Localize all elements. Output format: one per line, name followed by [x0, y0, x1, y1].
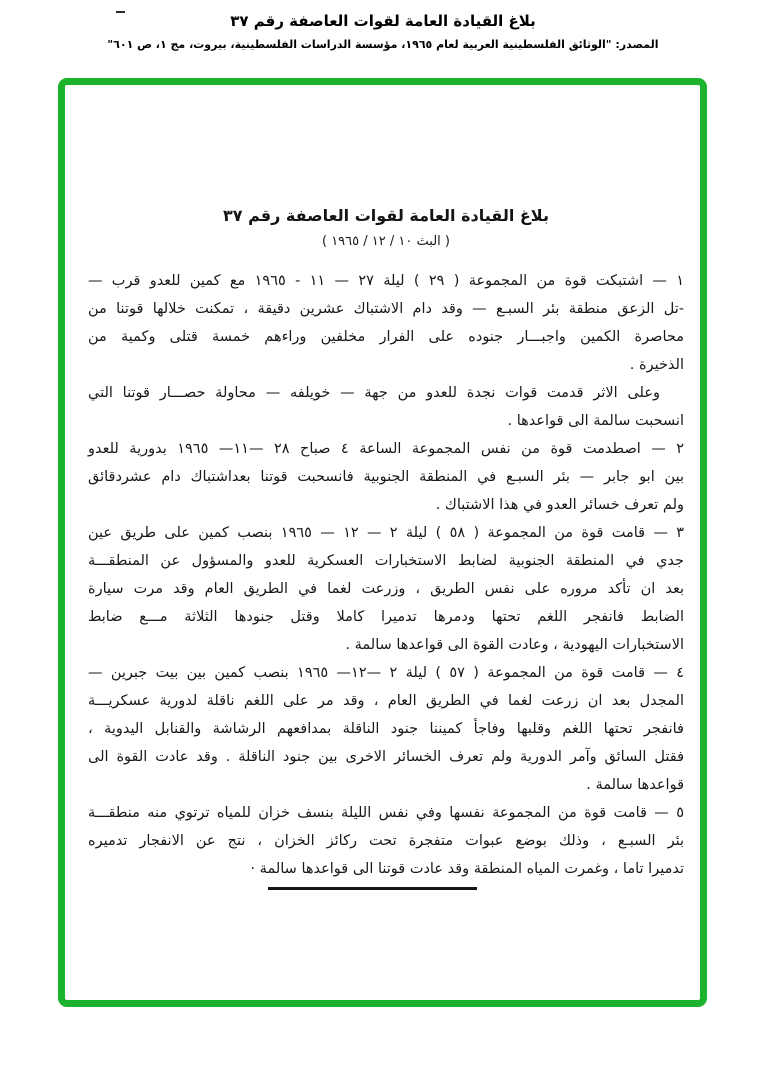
- document-body: [88, 267, 684, 883]
- document-line: ٥ — قامت قوة من المجموعة نفسها وفي نفس الليلة بنسف خزان للمياه ترتوي منه منطقـــة: [88, 805, 684, 821]
- document-line: فقتل السائق وآمر الدورية ولم تعرف الخسائر الاخرى بين جنود الناقلة . وقد عادت القوة الى: [88, 749, 684, 765]
- document-line: انسحبت سالمة الى قواعدها .: [507, 413, 684, 429]
- document-line: الذخيرة .: [629, 357, 684, 373]
- paragraph: [88, 379, 684, 435]
- paragraph: [88, 519, 684, 659]
- document-line: وعلى الاثر قدمت قوات نجدة للعدو من جهة — خويلفه — محاولة حصـــار قوتنا التي: [88, 385, 660, 401]
- paragraph: [88, 267, 684, 379]
- page-header-title: بلاغ القيادة العامة لقوات العاصفة رقم ٣٧: [230, 12, 536, 30]
- document-line: بئر السبـع ، وذلك بوضع عبوات متفجرة تحت ركائز الخزان ، نتج عن الانفجار تدميره: [88, 833, 684, 849]
- document-line: ٢ — اصطدمت قوة من نفس المجموعة الساعة ٤ صباح ٢٨ —١١— ١٩٦٥ بدورية للعدو: [88, 441, 685, 457]
- document-line: تدميرا تاما ، وغمرت المياه المنطقة وقد عادت قوتنا الى قواعدها سالمة ·: [250, 861, 684, 877]
- document-line: ١ — اشتبكت قوة من المجموعة ( ٢٩ ) ليلة ٢٧ — ١١ - ١٩٦٥ مع كمين للعدو قرب —: [88, 273, 685, 289]
- document-line: الضابط فانفجر اللغم تحتها ودمرها تدميرا كاملا وقتل جنودها الثلاثة مـــع ضابط: [88, 609, 684, 625]
- document-line: قواعدها سالمة .: [586, 777, 684, 793]
- page-header: [0, 12, 766, 51]
- document-line: ٤ — قامت قوة من المجموعة ( ٥٧ ) ليلة ٢ —١٢— ١٩٦٥ بنصب كمين بين بيت جبرين —: [88, 665, 685, 681]
- end-divider-rule: [268, 887, 477, 890]
- document-line: فانفجر تحتها اللغم وقلبها وفاجأ كميننا جنود الناقلة بمدافعهم الرشاشة والقنابل اليدوية ،: [88, 721, 684, 737]
- paragraph: [88, 799, 684, 883]
- document-line: محاصرة الكمين واجبـــار جنوده على الفرار مخلفين وراءهم خمسة قتلى وكمية من: [88, 329, 684, 345]
- document-line: -تل الزعق منطقة بئر السبـع — وقد دام الاشتباك عشرين دقيقة ، تمكنت خلالها قوتنا من: [88, 301, 684, 317]
- paragraph: [88, 659, 684, 799]
- document-line: ٣ — قامت قوة من المجموعة ( ٥٨ ) ليلة ٢ — ١٢ — ١٩٦٥ بنصب كمين على طريق عين: [88, 525, 684, 541]
- document-line: الاستخبارات اليهودية ، وعادت القوة الى قواعدها سالمة .: [345, 637, 684, 653]
- document-title: بلاغ القيادة العامة لقوات العاصفة رقم ٣٧: [223, 206, 549, 225]
- document-line: جدي في المنطقة الجنوبية لضابط الاستخبارات العسكرية للعدو والمسؤول عن المنطقـــة: [88, 553, 684, 569]
- document-line: بعد ان تأكد مروره على نفس الطريق ، وزرعت لغما في الطريق العام وقد مرت سيارة: [88, 581, 684, 597]
- document-line: بين ابو جابر — بئر السبـع في المنطقة الجنوبية فانسحبت قوتنا بعداشتباك دام عشردقائق: [88, 469, 684, 485]
- paragraph: [88, 435, 684, 519]
- document-broadcast-date: ( البث ١٠ / ١٢ / ١٩٦٥ ): [321, 234, 450, 249]
- document-line: ولم تعرف خسائر العدو في هذا الاشتباك .: [435, 497, 684, 513]
- document-green-frame: [58, 78, 707, 1007]
- page-header-source-citation: المصدر: "الوثائق الفلسطينية العربية لعام ١٩٦٥، مؤسسة الدراسات الفلسطينية، بيروت، مج ١، ص ٦٠١": [107, 38, 659, 51]
- document-line: المجدل بعد ان زرعت لغما في الطريق العام ، وقد مر على اللغم ناقلة لدورية عسكريـــة: [88, 693, 684, 709]
